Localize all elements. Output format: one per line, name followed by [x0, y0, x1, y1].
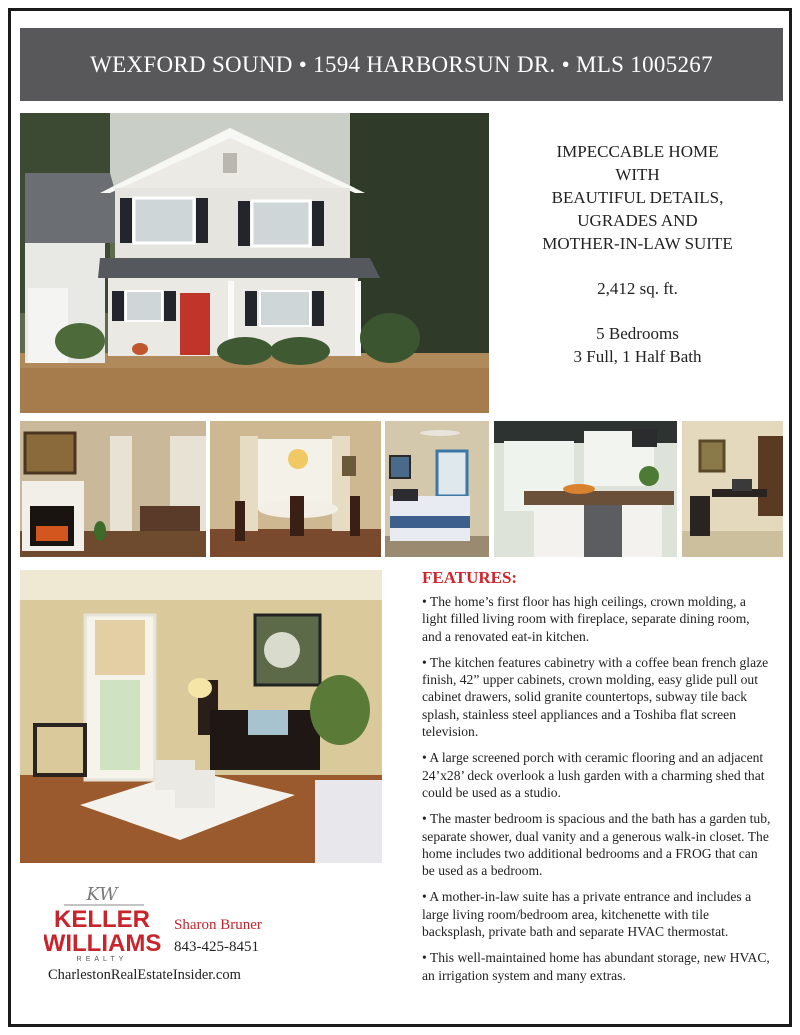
keller-williams-logo [44, 885, 174, 965]
svg-text:REALTY: REALTY [76, 956, 128, 963]
svg-text:WILLIAMS: WILLIAMS [44, 930, 162, 957]
features-list [422, 593, 772, 993]
headline-line: IMPECCABLE HOME [556, 142, 719, 161]
headline-line: BEAUTIFUL DETAILS, [551, 188, 724, 207]
feature-item: • A large screened porch with ceramic flooring and an adjacent 24’x28’ deck overlook a lush garden with a charming shed that could be used as a studio. [422, 750, 765, 800]
svg-text:KW: KW [86, 885, 118, 905]
property-summary [495, 140, 780, 368]
headline-line: UGRADES AND [577, 211, 698, 230]
feature-item: • The home’s first floor has high ceilings, crown molding, a light filled living room with fireplace, separate dining room, and a renovated eat-in kitchen. [422, 594, 750, 644]
house-exterior-photo [20, 113, 489, 413]
svg-text:KELLER: KELLER [54, 906, 150, 933]
square-footage: 2,412 sq. ft. [597, 279, 678, 298]
headline-line: WITH [615, 165, 660, 184]
kitchen-photo [494, 421, 677, 557]
agent-phone[interactable]: 843-425-8451 [174, 939, 259, 955]
feature-item: • This well-maintained home has abundant storage, new HVAC, an irrigation system and many extras. [422, 950, 770, 983]
bath-count: 3 Full, 1 Half Bath [573, 347, 702, 366]
page-title: WEXFORD SOUND • 1594 HARBORSUN DR. • MLS 1005267 [90, 51, 713, 77]
feature-item: • A mother-in-law suite has a private entrance and includes a large living room/bedroom area, kitchenette with tile backsplash, private bath and separate HVAC thermostat. [422, 889, 752, 940]
bedroom-count: 5 Bedrooms [596, 324, 679, 343]
header-banner [20, 28, 783, 101]
feature-item: • The master bedroom is spacious and the bath has a garden tub, separate shower, dual vanity and a generous walk-in closet. The home includes two additional bedrooms and a FROG that can be used as a bedroom. [422, 811, 771, 879]
bedroom-photo [385, 421, 489, 557]
agent-name: Sharon Bruner [174, 917, 262, 933]
headline-line: MOTHER-IN-LAW SUITE [542, 234, 733, 253]
dining-room-photo [210, 421, 381, 557]
features-heading: FEATURES: [422, 568, 518, 587]
office-photo [682, 421, 783, 557]
living-room-fireplace-photo [20, 421, 206, 557]
feature-item: • The kitchen features cabinetry with a coffee bean french glaze finish, 42” upper cabinets, crown molding, easy glide pull out cabinet drawers, solid granite countertops, subway tile back splash, stainless steel appliances and a Toshiba flat screen television. [422, 654, 769, 740]
family-room-photo [20, 570, 382, 863]
website-link[interactable]: CharlestonRealEstateInsider.com [48, 967, 241, 983]
